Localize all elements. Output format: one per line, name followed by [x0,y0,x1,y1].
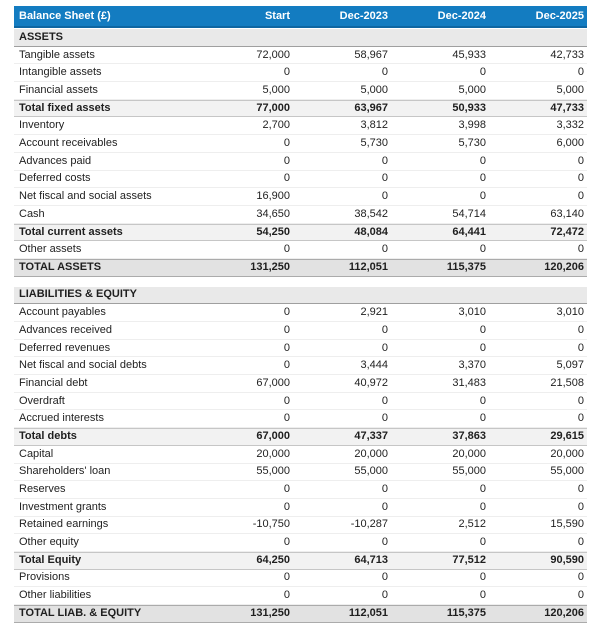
cell-value: 5,000 [556,83,584,96]
row-label: Total Equity [19,555,82,567]
cell-value: 16,900 [256,190,290,203]
cell-value: 54,714 [452,207,486,220]
cell-value: 0 [283,394,290,407]
cell-value: 72,472 [550,225,584,238]
column-header-dec-2025: Dec-2025 [535,9,584,22]
cell-value: 45,933 [452,48,486,61]
cell-value: 0 [381,243,388,256]
cell-value: 5,000 [458,83,486,96]
cell-value: 0 [381,341,388,354]
cell-value: 0 [479,571,486,584]
cell-value: 77,000 [256,102,290,115]
cell-value: 131,250 [250,261,290,274]
cell-value: 5,097 [556,359,584,372]
cell-value: -10,287 [350,518,388,531]
cell-value: 0 [577,66,584,79]
column-header-dec-2024: Dec-2024 [437,9,486,22]
row-label: Net fiscal and social assets [19,191,152,203]
cell-value: 0 [479,190,486,203]
cell-value: 0 [283,306,290,319]
cell-value: 0 [283,172,290,185]
cell-value: 0 [479,172,486,185]
cell-value: 0 [577,571,584,584]
row-label: Retained earnings [19,519,109,531]
cell-value: 6,000 [556,136,584,149]
cell-value: 0 [577,172,584,185]
cell-value: 2,921 [360,306,388,319]
table-row [14,375,587,393]
cell-value: 0 [283,483,290,496]
row-label: Net fiscal and social debts [19,360,147,372]
table-body [14,29,587,623]
table-row [14,171,587,189]
cell-value: 120,206 [544,261,584,274]
cell-value: 0 [283,243,290,256]
cell-value: 47,337 [354,430,388,443]
table-row [14,517,587,535]
cell-value: 64,441 [452,225,486,238]
row-label: Shareholders' loan [19,466,111,478]
cell-value: 34,650 [256,207,290,220]
cell-value: 0 [381,500,388,513]
cell-value: 0 [381,66,388,79]
cell-value: 0 [381,172,388,185]
cell-value: 0 [479,483,486,496]
grandtotal-row [14,259,587,277]
table-row [14,47,587,65]
cell-value: 5,000 [360,83,388,96]
cell-value: 112,051 [348,261,388,274]
table-row [14,64,587,82]
cell-value: 5,000 [262,83,290,96]
cell-value: 0 [283,589,290,602]
cell-value: 77,512 [452,554,486,567]
row-label: Cash [19,208,45,220]
table-row [14,410,587,428]
cell-value: 55,000 [256,465,290,478]
cell-value: 55,000 [354,465,388,478]
cell-value: 0 [283,136,290,149]
cell-value: 0 [479,66,486,79]
cell-value: 38,542 [354,207,388,220]
table-row [14,153,587,171]
cell-value: 0 [283,412,290,425]
cell-value: 72,000 [256,48,290,61]
cell-value: 37,863 [452,430,486,443]
cell-value: 0 [381,190,388,203]
cell-value: 0 [577,412,584,425]
cell-value: 15,590 [550,518,584,531]
cell-value: 3,010 [458,306,486,319]
row-label: Total debts [19,431,77,443]
cell-value: 0 [283,359,290,372]
table-row [14,117,587,135]
row-label: Capital [19,448,54,460]
cell-value: 0 [479,500,486,513]
cell-value: 50,933 [452,102,486,115]
cell-value: 0 [479,589,486,602]
cell-value: 115,375 [446,607,486,620]
row-label: Tangible assets [19,49,95,61]
cell-value: 0 [577,190,584,203]
cell-value: 0 [479,394,486,407]
cell-value: 3,332 [556,119,584,132]
table-row [14,464,587,482]
cell-value: 0 [479,243,486,256]
cell-value: 64,713 [354,554,388,567]
row-label: Deferred revenues [19,342,111,354]
table-row [14,322,587,340]
subtotal-row [14,428,587,446]
cell-value: 0 [577,483,584,496]
cell-value: 0 [283,341,290,354]
cell-value: 42,733 [550,48,584,61]
cell-value: 29,615 [550,430,584,443]
cell-value: -10,750 [252,518,290,531]
table-row [14,393,587,411]
cell-value: 20,000 [256,447,290,460]
cell-value: 0 [283,536,290,549]
cell-value: 3,370 [458,359,486,372]
cell-value: 0 [479,412,486,425]
section-header-row [14,29,587,47]
cell-value: 0 [283,571,290,584]
cell-value: 0 [381,412,388,425]
cell-value: 0 [381,483,388,496]
row-label: Total fixed assets [19,103,111,115]
cell-value: 0 [577,394,584,407]
row-label: Provisions [19,572,70,584]
row-label: Overdraft [19,395,65,407]
column-header-start: Start [264,9,290,22]
cell-value: 0 [577,154,584,167]
cell-value: 3,010 [556,306,584,319]
section-gap [14,277,587,287]
cell-value: 47,733 [550,102,584,115]
cell-value: 131,250 [250,607,290,620]
cell-value: 0 [577,323,584,336]
cell-value: 2,512 [458,518,486,531]
subtotal-row [14,100,587,118]
cell-value: 5,730 [360,136,388,149]
table-header-row [14,6,587,28]
cell-value: 90,590 [550,554,584,567]
cell-value: 58,967 [354,48,388,61]
table-row [14,188,587,206]
cell-value: 31,483 [452,376,486,389]
cell-value: 64,250 [256,554,290,567]
row-label: Investment grants [19,501,107,513]
subtotal-row [14,224,587,242]
table-row [14,340,587,358]
table-row [14,357,587,375]
row-label: Other liabilities [19,590,92,602]
cell-value: 55,000 [550,465,584,478]
row-label: ASSETS [19,31,64,43]
cell-value: 0 [577,536,584,549]
cell-value: 21,508 [550,376,584,389]
cell-value: 0 [577,500,584,513]
cell-value: 0 [283,154,290,167]
cell-value: 2,700 [262,119,290,132]
cell-value: 20,000 [452,447,486,460]
cell-value: 55,000 [452,465,486,478]
cell-value: 3,444 [360,359,388,372]
cell-value: 3,812 [360,119,388,132]
row-label: Advances received [19,324,112,336]
cell-value: 0 [283,500,290,513]
table-row [14,570,587,588]
column-header-dec-2023: Dec-2023 [339,9,388,22]
table-row [14,481,587,499]
table-row [14,499,587,517]
cell-value: 0 [381,589,388,602]
cell-value: 0 [479,154,486,167]
row-label: Other equity [19,537,79,549]
cell-value: 54,250 [256,225,290,238]
row-label: Financial assets [19,84,98,96]
cell-value: 67,000 [256,376,290,389]
cell-value: 5,730 [458,136,486,149]
cell-value: 20,000 [550,447,584,460]
cell-value: 0 [479,536,486,549]
cell-value: 112,051 [348,607,388,620]
table-row [14,241,587,259]
cell-value: 0 [381,323,388,336]
row-label: Advances paid [19,155,92,167]
table-row [14,304,587,322]
row-label: Account payables [19,307,106,319]
row-label: Accrued interests [19,413,104,425]
table-title: Balance Sheet (£) [19,10,111,22]
cell-value: 0 [381,154,388,167]
cell-value: 67,000 [256,430,290,443]
cell-value: 0 [577,589,584,602]
cell-value: 3,998 [458,119,486,132]
cell-value: 0 [283,323,290,336]
cell-value: 115,375 [446,261,486,274]
cell-value: 0 [577,341,584,354]
cell-value: 20,000 [354,447,388,460]
row-label: Account receivables [19,137,118,149]
row-label: Intangible assets [19,67,102,79]
row-label: Reserves [19,484,66,496]
cell-value: 63,967 [354,102,388,115]
cell-value: 0 [381,571,388,584]
cell-value: 63,140 [550,207,584,220]
cell-value: 0 [381,536,388,549]
cell-value: 40,972 [354,376,388,389]
row-label: Other assets [19,244,82,256]
row-label: Deferred costs [19,173,91,185]
balance-sheet-table [14,6,587,623]
row-label: Financial debt [19,377,88,389]
cell-value: 48,084 [354,225,388,238]
cell-value: 120,206 [544,607,584,620]
subtotal-row [14,552,587,570]
table-row [14,135,587,153]
table-row [14,534,587,552]
table-row [14,82,587,100]
row-label: Inventory [19,120,65,132]
section-header-row [14,287,587,305]
table-row [14,587,587,605]
table-row [14,206,587,224]
cell-value: 0 [381,394,388,407]
row-label: Total current assets [19,226,123,238]
row-label: TOTAL LIAB. & EQUITY [19,608,142,620]
cell-value: 0 [479,323,486,336]
grandtotal-row [14,605,587,623]
cell-value: 0 [283,66,290,79]
cell-value: 0 [577,243,584,256]
table-row [14,446,587,464]
cell-value: 0 [479,341,486,354]
row-label: LIABILITIES & EQUITY [19,289,137,301]
row-label: TOTAL ASSETS [19,262,102,274]
